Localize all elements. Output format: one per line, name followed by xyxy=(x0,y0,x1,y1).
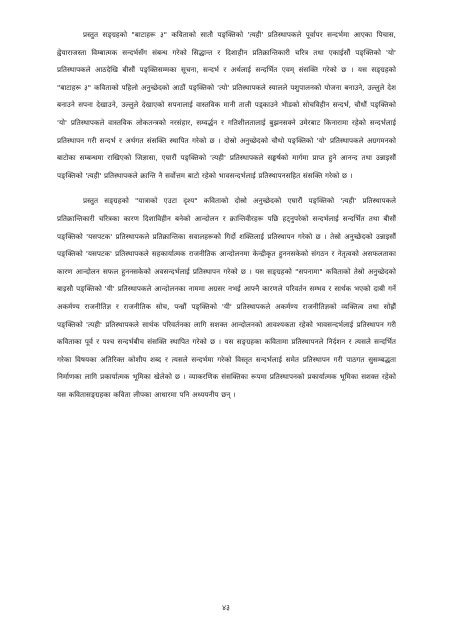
page-number: ४३ xyxy=(222,603,230,612)
body-paragraph-1: प्रस्तुत सङ्ग्रहको "बाटाहरू ३" कविताको सातौ पङ्क्तिको 'त्यही' प्रतिस्थापकले पूर्वापर सन्दर्भमा आएका पिचास, ह्वेयाराजस्ता विम्बात्मक सन्दर्भसँग संबन्ध गरेको सिद्धान्त र दिशाहीन प्रतिक्रान्तिकारी चरित्र तथा एकाईसौं पङ्क्तिको 'यो' प्रतिस्थापकले आठदेखि बीसौं पङ्क्तिसम्मका सूचना, सन्दर्भ र अर्थलाई सन्दर्भित एवम् संसक्ति गरेको छ । यस सङ्ग्रहको "बाटाहरू ३" कविताको पहिलो अनुच्छेदको आठौं पङ्क्तिको 'त्यो' प्रतिस्थापकले स्यालले पशुपालनको योजना बनाउने, उल्लुले देश बनाउने सपना देखाउने, उल्लुले देखाएको सपनालाई वास्तविक मानी ताली पड्काउने भीडको सोचविहीन सन्दर्भ, चौधौं पङ्क्तिको 'यो' प्रतिस्थापकले वास्तविक लोकतन्त्रको नरसंहार, सम्वर्द्धन र गतिशीलतालाई बुझनसक्ने उमेरबाट किनारामा रहेको सन्दर्भलाई प्रतिस्थापन गरी सन्दर्भ र अर्थगत संसक्ति स्थापित गरेको छ । दोस्रो अनुच्छेदको चौथो पङ्क्तिको 'यो' प्रतिस्थापकले अग्रगमनको बाटोका सम्बन्धमा राखिएको जिज्ञासा, एघारौं पङ्क्तिको 'त्यही' प्रतिस्थापकले सङ्घर्षको मार्गमा प्राप्त हुने आनन्द तथा उन्नाइसौं पङ्क्तिको 'त्यही' प्रतिस्थापकले क्रान्ति नै सर्वोत्तम बाटो रहेको भावसन्दर्भलाई प्रतिस्थापनसहित संसक्ति गरेको छ । xyxy=(57,30,396,180)
body-paragraph-2: प्रस्तुत सङ्ग्रहको "यात्राको एउटा दृश्य" कविताको दोस्रो अनुच्छेदको एघारौं पङ्क्तिको 'त्यही' प्रतिस्थापकले प्रतिक्रान्तिकारी चरित्रका कारण दिशाविहीन बनेको आन्दोलन र क्रान्तिवीरहरू पछि हट्नुपरेको सन्दर्भलाई सन्दर्भित तथा बीसौं पङ्क्तिको 'यसपटक' प्रतिस्थापकले प्रतिक्रान्तिका सवालहरूको गिर्दो शक्तिलाई प्रतिस्थापन गरेको छ । तेस्रो अनुच्छेदको उन्नाइसौं पङ्क्तिको 'यसपटक' प्रतिस्थापकले सहकार्यात्मक राजनीतिक आन्दोलनमा केन्द्रीकृत हुननसकेको संगठन र नेतृत्वको असफलताका कारण आन्दोलन सफल हुननसकेको अवसन्दर्भलाई प्रतिस्थापन गरेको छ । यस सङ्ग्रहको "सपनामा" कविताको तेस्रो अनुच्छेदको बाइसौ पङ्क्तिको 'यी' प्रतिस्थापकले आन्दोलनका नाममा अग्रसर नभई आफ्नै कारणले परिवर्तन सम्भव र सार्थक भएको दाबी गर्ने अकर्मण्य राजनीतिज्ञ र राजनीतिक सोच, पन्ध्रौं पङ्क्तिको 'यी' प्रतिस्थापकले अकर्मण्य राजनीतिज्ञको व्यक्तित्व तथा सोह्रौं पङ्क्तिको 'त्यही' प्रतिस्थापकले सार्थक परिवर्तनका लागि सशक्त आन्दोलनको आवश्यकता रहेको भावसन्दर्भलाई प्रतिस्थापन गरी कविताका पूर्व र पश्च सन्दर्भबीच संसक्ति स्थापित गरेको छ । यस सङ्ग्रहका कवितामा प्रतिस्थापनले निर्दशन र त्यसले सन्दर्भित गरेका विषयका अतिरिक्त कोशीय शब्द र त्यसले सन्दर्भमा गरेको विस्तृत सन्दर्भलाई समेत प्रतिस्थापन गरी पाठगत सुसम्बद्धता निर्माणका लागि प्रकार्यात्मक भूमिका खेलेको छ । व्याकरणिक संसक्तिका रूपमा प्रतिस्थापनको प्रकार्यात्मक भूमिका सशक्त रहेको यस कवितासङ्ग्रहका कविता लीपका आधारमा पनि अध्ययनीय छन् । xyxy=(57,196,396,399)
